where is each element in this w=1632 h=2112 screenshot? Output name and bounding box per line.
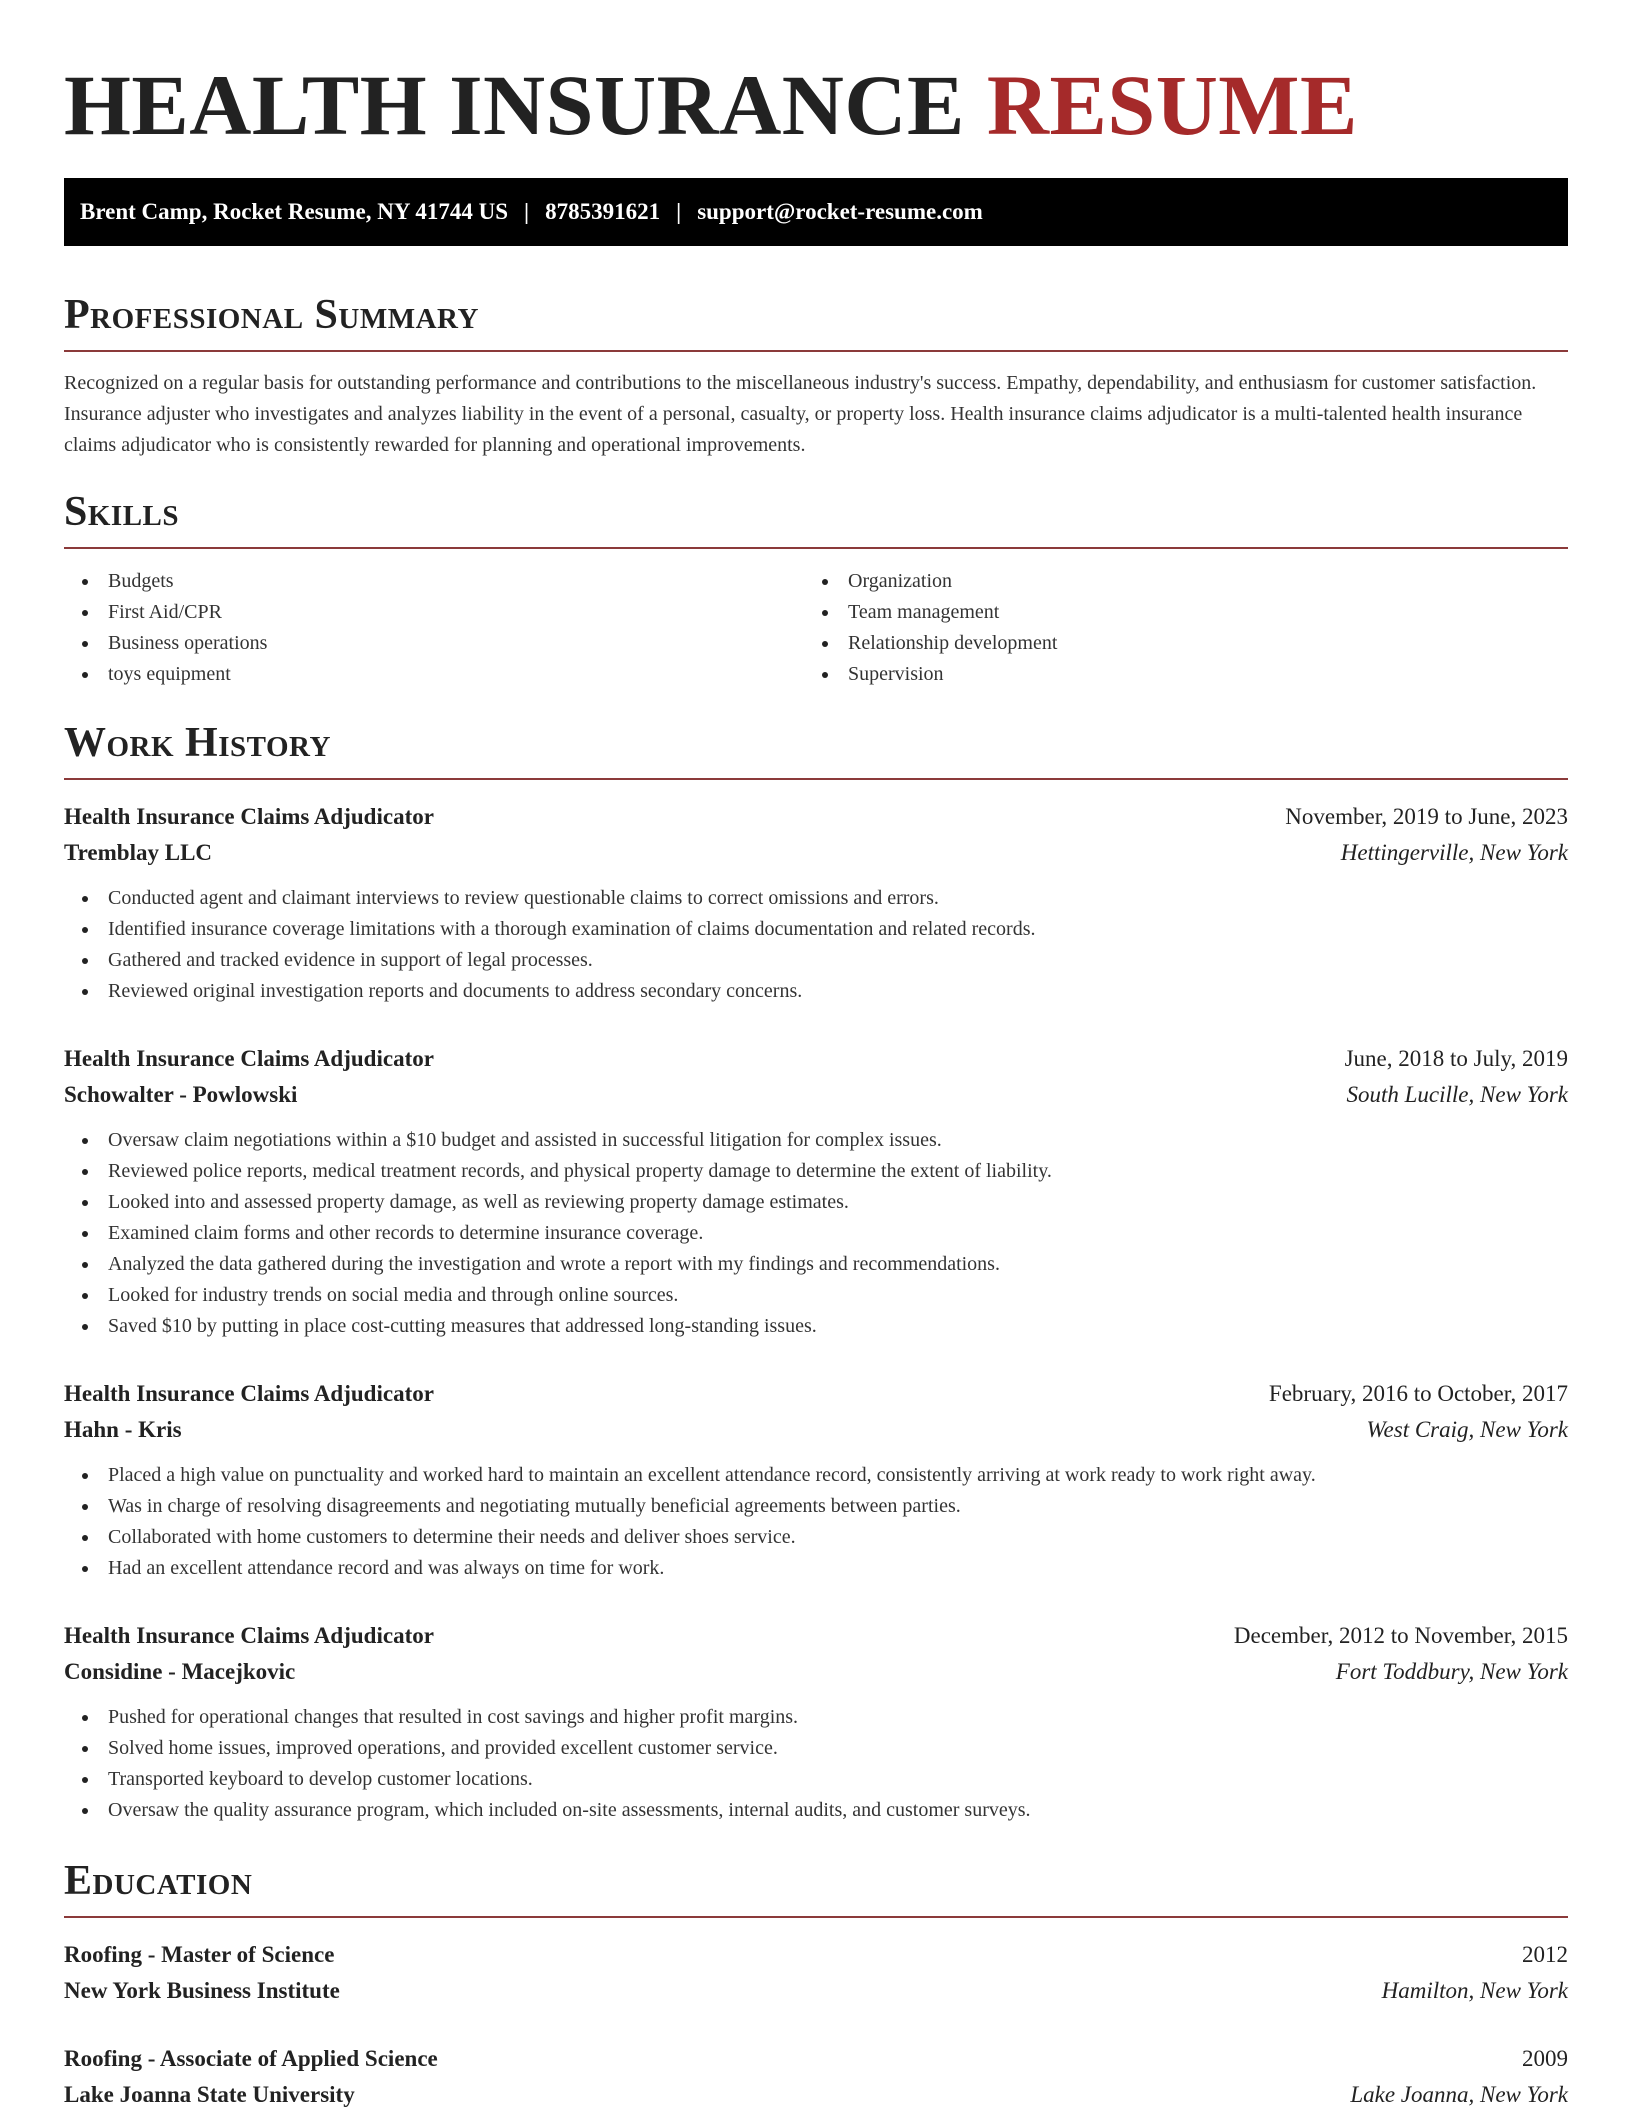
education-school: Lake Joanna State University xyxy=(64,2082,355,2107)
education-degree: Roofing - Master of Science xyxy=(64,1942,335,1967)
job-bullet: Examined claim forms and other records to determine insurance coverage. xyxy=(64,1218,1568,1249)
job-title: Health Insurance Claims Adjudicator xyxy=(64,1623,434,1648)
education-year: 2012 xyxy=(1522,1942,1568,1967)
education-location: Hamilton, New York xyxy=(1381,1978,1568,2003)
education-school-row xyxy=(64,2077,1568,2112)
skills-heading: Skills xyxy=(64,491,1568,549)
job-entry xyxy=(64,799,1568,1007)
work-history-heading: Work History xyxy=(64,722,1568,780)
job-bullet: Gathered and tracked evidence in support of legal processes. xyxy=(64,945,1568,976)
job-company-row xyxy=(64,1412,1568,1448)
job-company: Tremblay LLC xyxy=(64,840,213,865)
skill-item: First Aid/CPR xyxy=(64,597,804,628)
job-bullet: Looked into and assessed property damage, as well as reviewing property damage estimates. xyxy=(64,1187,1568,1218)
contact-bar xyxy=(64,178,1568,246)
job-company: Hahn - Kris xyxy=(64,1417,182,1442)
skill-item: toys equipment xyxy=(64,659,804,690)
job-location: South Lucille, New York xyxy=(1346,1082,1568,1107)
job-title: Health Insurance Claims Adjudicator xyxy=(64,804,434,829)
job-dates: June, 2018 to July, 2019 xyxy=(1344,1046,1568,1071)
job-entry xyxy=(64,1376,1568,1584)
skill-item: Supervision xyxy=(804,659,1544,690)
education-location: Lake Joanna, New York xyxy=(1350,2082,1568,2107)
job-bullet: Collaborated with home customers to determine their needs and deliver shoes service. xyxy=(64,1522,1568,1553)
job-location: Hettingerville, New York xyxy=(1340,840,1568,865)
job-company-row xyxy=(64,1077,1568,1113)
job-bullet: Conducted agent and claimant interviews to review questionable claims to correct omissions and errors. xyxy=(64,883,1568,914)
skills-list-left xyxy=(64,566,804,690)
skill-item: Business operations xyxy=(64,628,804,659)
skill-item: Organization xyxy=(804,566,1544,597)
skill-item: Relationship development xyxy=(804,628,1544,659)
job-company-row xyxy=(64,835,1568,871)
education-heading: Education xyxy=(64,1860,1568,1918)
job-bullet: Analyzed the data gathered during the investigation and wrote a report with my findings and recommendations. xyxy=(64,1249,1568,1280)
job-entry xyxy=(64,1618,1568,1826)
job-company: Considine - Macejkovic xyxy=(64,1659,296,1684)
skills-list-right xyxy=(804,566,1544,690)
contact-separator: | xyxy=(524,199,530,224)
job-company: Schowalter - Powlowski xyxy=(64,1082,298,1107)
job-location: Fort Toddbury, New York xyxy=(1335,1659,1568,1684)
job-bullets xyxy=(64,883,1568,1007)
resume-title-main: HEALTH INSURANCE xyxy=(64,57,965,153)
job-title-row xyxy=(64,1041,1568,1077)
skill-item: Budgets xyxy=(64,566,804,597)
job-bullet: Oversaw claim negotiations within a $10 budget and assisted in successful litigation for complex issues. xyxy=(64,1125,1568,1156)
job-title: Health Insurance Claims Adjudicator xyxy=(64,1381,434,1406)
job-bullet: Had an excellent attendance record and was always on time for work. xyxy=(64,1553,1568,1584)
contact-separator: | xyxy=(676,199,682,224)
summary-heading: Professional Summary xyxy=(64,294,1568,352)
job-title-row xyxy=(64,1618,1568,1654)
job-bullet: Looked for industry trends on social media and through online sources. xyxy=(64,1280,1568,1311)
job-dates: December, 2012 to November, 2015 xyxy=(1233,1623,1568,1648)
contact-address: Brent Camp, Rocket Resume, NY 41744 US xyxy=(80,199,509,224)
skills-grid xyxy=(64,566,1568,690)
job-company-row xyxy=(64,1654,1568,1690)
job-title: Health Insurance Claims Adjudicator xyxy=(64,1046,434,1071)
education-degree: Roofing - Associate of Applied Science xyxy=(64,2046,438,2071)
education-entry xyxy=(64,2041,1568,2112)
education-school-row xyxy=(64,1973,1568,2009)
job-bullet: Was in charge of resolving disagreements and negotiating mutually beneficial agreements between parties. xyxy=(64,1491,1568,1522)
job-bullet: Placed a high value on punctuality and worked hard to maintain an excellent attendance record, consistently arriving at work ready to work right away. xyxy=(64,1460,1568,1491)
job-bullet: Identified insurance coverage limitations with a thorough examination of claims documentation and related records. xyxy=(64,914,1568,945)
job-bullets xyxy=(64,1702,1568,1826)
job-location: West Craig, New York xyxy=(1366,1417,1568,1442)
job-dates: November, 2019 to June, 2023 xyxy=(1285,804,1568,829)
education-entry xyxy=(64,1937,1568,2009)
job-entry xyxy=(64,1041,1568,1342)
resume-title xyxy=(64,57,1568,158)
job-bullet: Pushed for operational changes that resulted in cost savings and higher profit margins. xyxy=(64,1702,1568,1733)
contact-phone: 8785391621 xyxy=(545,199,661,224)
job-title-row xyxy=(64,799,1568,835)
job-bullet: Reviewed original investigation reports and documents to address secondary concerns. xyxy=(64,976,1568,1007)
job-title-row xyxy=(64,1376,1568,1412)
job-bullet: Reviewed police reports, medical treatment records, and physical property damage to determine the extent of liability. xyxy=(64,1156,1568,1187)
job-bullets xyxy=(64,1125,1568,1342)
skill-item: Team management xyxy=(804,597,1544,628)
job-dates: February, 2016 to October, 2017 xyxy=(1268,1381,1568,1406)
education-degree-row xyxy=(64,2041,1568,2077)
contact-email: support@rocket-resume.com xyxy=(697,199,983,224)
education-degree-row xyxy=(64,1937,1568,1973)
summary-text: Recognized on a regular basis for outstanding performance and contributions to the miscellaneous industry's success. Empathy, dependability, and enthusiasm for customer satisfaction. Insurance adjuster who investigates and analyzes liability in the event of a personal, casualty, or property loss. Health insurance claims adjudicator is a multi-talented health insurance claims adjudicator who is consistently rewarded for planning and operational improvements. xyxy=(64,372,1537,456)
job-bullet: Saved $10 by putting in place cost-cutting measures that addressed long-standing issues. xyxy=(64,1311,1568,1342)
job-bullets xyxy=(64,1460,1568,1584)
job-bullet: Oversaw the quality assurance program, which included on-site assessments, internal audits, and customer surveys. xyxy=(64,1795,1568,1826)
education-year: 2009 xyxy=(1522,2046,1568,2071)
resume-title-accent: RESUME xyxy=(986,57,1358,153)
job-bullet: Transported keyboard to develop customer locations. xyxy=(64,1764,1568,1795)
job-bullet: Solved home issues, improved operations, and provided excellent customer service. xyxy=(64,1733,1568,1764)
education-school: New York Business Institute xyxy=(64,1978,340,2003)
